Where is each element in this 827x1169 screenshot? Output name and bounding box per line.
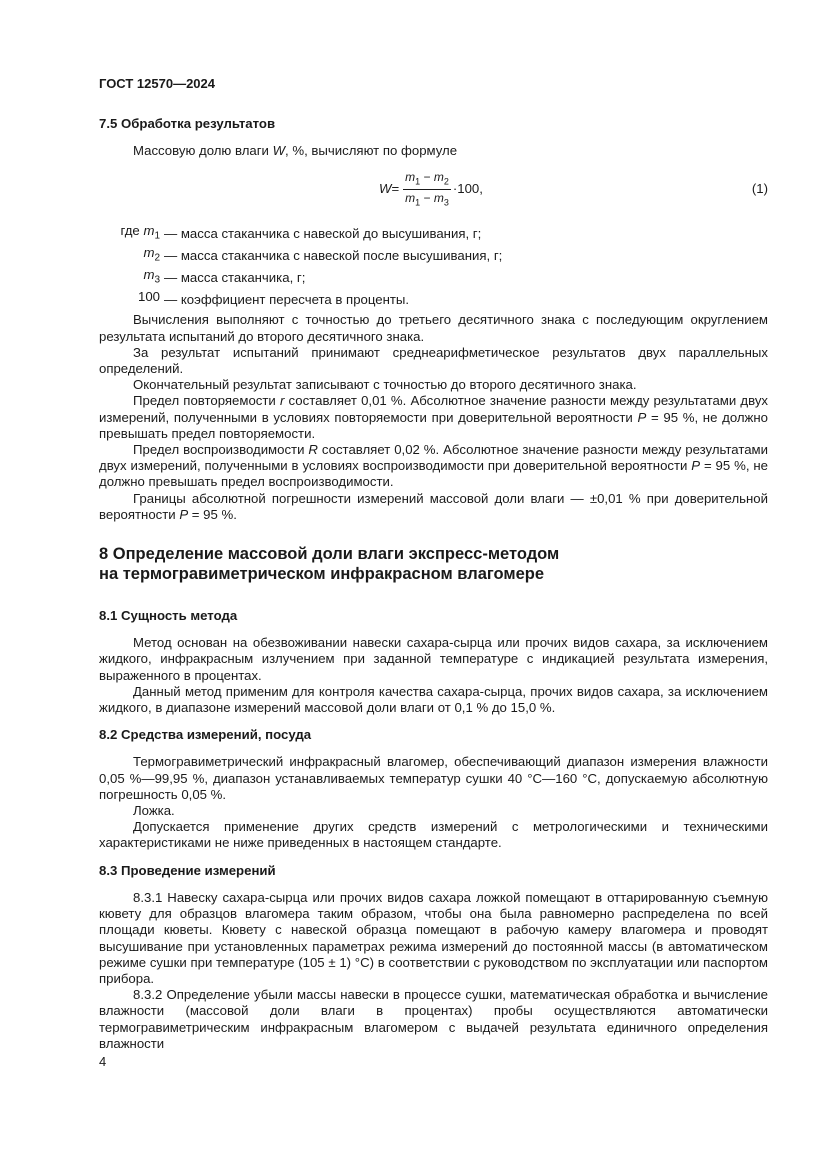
legend-item: $m_3$ — масса стаканчика, г; <box>143 267 306 287</box>
section-8-title-line: 8 Определение массовой доли влаги экспресс-методом <box>99 545 560 564</box>
section-7-5-title: 7.5 Обработка результатов <box>99 116 276 131</box>
section-8-title <box>99 544 768 584</box>
formula-fraction <box>403 170 451 210</box>
section-8-3-title: 8.3 Проведение измерений <box>99 862 276 878</box>
paragraph: Допускается применение других средств измерений с метрологическими и техническими характеристиками не ниже приведенных в настоящем стандарте. <box>99 819 768 851</box>
legend-item: где $m_1$ — масса стаканчика с навеской до высушивания, г; <box>120 223 482 243</box>
formula-expression: W = $\frac{m_1 - m_2}{m_1 - m_3}$ ·100, <box>379 169 483 208</box>
page-number: 4 <box>99 1054 107 1069</box>
page-content <box>99 116 768 1052</box>
paragraph: 8.3.1 Навеску сахара-сырца или прочих видов сахара ложкой помещают в оттарированную съемную кювету для образцов влагомера таким образом, чтобы она была равномерно распределена по всей площади кюветы. Кювету с навеской образца помещают в рабочую камеру влагомера и проводят высушивание при установленных параметрах режима измерений до постоянной массы (в автоматическом режиме сушки при температуре (105 ± 1) °С) в соответствии с руководством по эксплуатации или паспортом прибора. <box>99 889 768 986</box>
paragraph: 8.3.2 Определение убыли массы навески в процессе сушки, математическая обработка и вычисление влажности (массовой доли влаги в процентах) пробы осуществляются автоматически термогравиметрическим инфракрасным влагомером с выдачей результата единичного определения влажности <box>99 987 768 1051</box>
formula-1 <box>99 169 768 209</box>
legend-item: 100 — коэффициент пересчета в проценты. <box>137 289 410 308</box>
section-7-5-intro: Массовую долю влаги W, %, вычисляют по формуле <box>133 143 458 159</box>
paragraph: Предел повторяемости r составляет 0,01 %. Абсолютное значение разности между результатами двух измерений, полученными в условиях повторяемости при доверительной вероятности P = 95 %, не должно превышать предел повторяемости. <box>99 393 769 441</box>
formula-denominator: $m_1 - m_3$ <box>405 190 449 208</box>
paragraph: Окончательный результат записывают с точностью до второго десятичного знака. <box>133 377 637 393</box>
paragraph: Вычисления выполняют с точностью до третьего десятичного знака с последующим округлением результата испытаний до второго десятичного знака. <box>99 312 768 344</box>
paragraph: Метод основан на обезвоживании навески сахара-сырца или прочих видов сахара, за исключением жидкого, инфракрасным излучением при заданной температуре с индикацией результата измерения, выраженного в процентах. <box>99 635 768 683</box>
formula-numerator: $m_1 - m_2$ <box>403 170 451 190</box>
legend-item: $m_2$ — масса стаканчика с навеской после высушивания, г; <box>143 245 503 265</box>
standard-designation: ГОСТ 12570—2024 <box>99 76 215 91</box>
paragraph: Ложка. <box>133 803 175 819</box>
section-8-2-title: 8.2 Средства измерений, посуда <box>99 727 312 743</box>
paragraph: Границы абсолютной погрешности измерений массовой доли влаги — ±0,01 % при доверительной вероятности P = 95 %. <box>99 490 768 522</box>
formula-number: (1) <box>751 181 768 197</box>
paragraph: Термогравиметрический инфракрасный влагомер, обеспечивающий диапазон измерения влажности 0,05 %—99,95 %, диапазон устанавливаемых температур сушки 40 °С—160 °С, допускаемую абсолютную погрешность 0,05 %. <box>99 754 768 802</box>
paragraph: Данный метод применим для контроля качества сахара-сырца, прочих видов сахара, за исключением жидкого, в диапазоне измерений массовой доли влаги от 0,1 % до 15,0 %. <box>99 683 768 716</box>
paragraph: Предел воспроизводимости R составляет 0,02 %. Абсолютное значение разности между результатами двух измерений, полученными в условиях воспроизводимости при доверительной вероятности P = 95 %, не должно превышать предел воспроизводимости. <box>99 442 768 490</box>
paragraph: За результат испытаний принимают среднеарифметическое результатов двух параллельных определений. <box>99 344 768 377</box>
formula-legend <box>99 223 768 311</box>
section-8-title-line: на термогравиметрическом инфракрасном влагомере <box>99 565 545 584</box>
section-8-1-title: 8.1 Сущность метода <box>99 608 238 624</box>
